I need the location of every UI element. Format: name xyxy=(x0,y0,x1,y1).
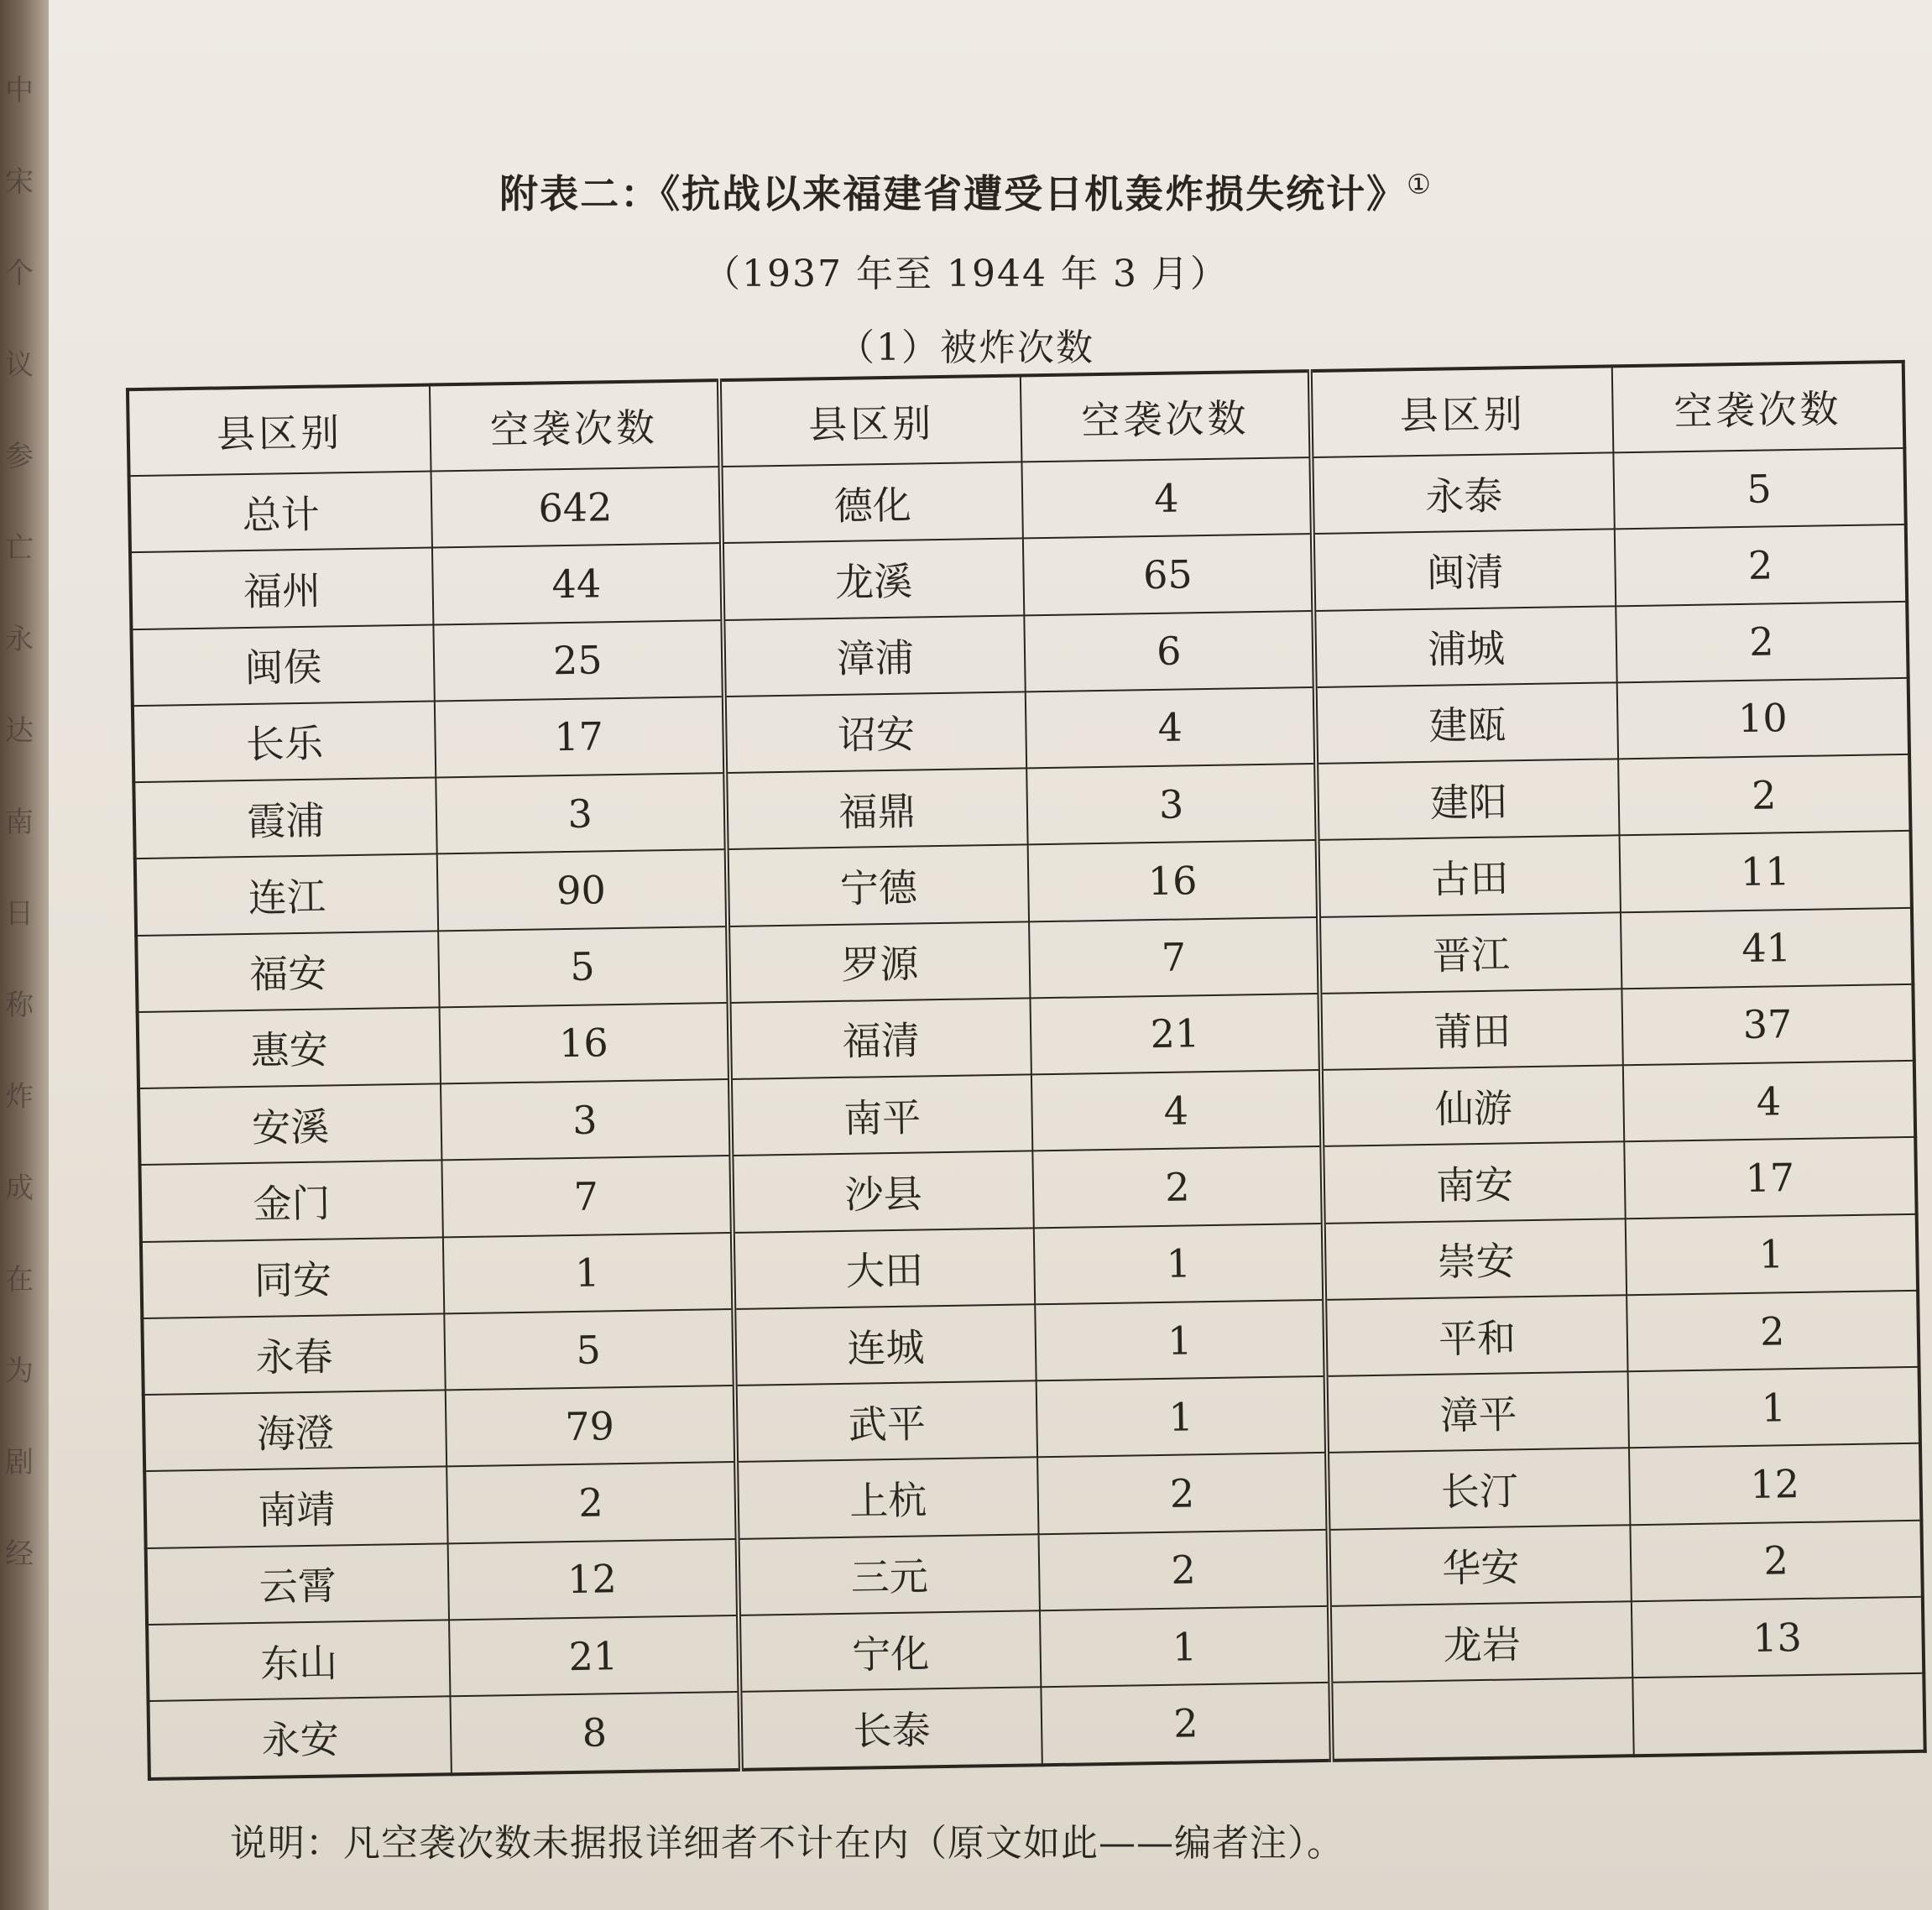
raids-cell: 1 xyxy=(1034,1224,1324,1305)
prev-page-char: 参 xyxy=(5,440,34,473)
county-cell: 福清 xyxy=(728,998,1031,1079)
prev-page-char: 议 xyxy=(5,348,34,382)
county-cell: 建阳 xyxy=(1316,759,1619,840)
county-cell: 南平 xyxy=(730,1074,1033,1156)
table-note: 说明：凡空袭次数未据报详细者不计在内（原文如此——编者注）。 xyxy=(230,1822,1345,1865)
raids-cell: 21 xyxy=(449,1615,739,1697)
bombing-count-table xyxy=(126,360,1927,1781)
county-cell: 莆田 xyxy=(1320,989,1623,1070)
table-body xyxy=(129,448,1925,1779)
raids-cell: 2 xyxy=(1037,1453,1328,1534)
county-cell: 龙溪 xyxy=(722,539,1025,620)
prev-page-char: 经 xyxy=(5,1537,34,1571)
raids-cell: 1 xyxy=(443,1233,734,1314)
raids-cell: 3 xyxy=(441,1079,731,1161)
county-cell: 龙岩 xyxy=(1329,1601,1632,1683)
raids-cell: 5 xyxy=(1613,448,1905,530)
county-cell: 晋江 xyxy=(1318,912,1621,994)
section-title: （1）被炸次数 xyxy=(838,326,1094,369)
raids-cell: 2 xyxy=(1627,1291,1919,1372)
header-raids: 空袭次数 xyxy=(430,380,720,471)
county-cell: 古田 xyxy=(1318,836,1621,917)
table-title xyxy=(0,164,1932,219)
prev-page-char: 称 xyxy=(5,989,34,1022)
raids-cell: 37 xyxy=(1621,984,1914,1066)
raids-cell: 2 xyxy=(1615,524,1907,606)
prev-page-char: 南 xyxy=(5,806,34,839)
county-cell: 安溪 xyxy=(138,1084,441,1166)
county-cell: 宁德 xyxy=(726,845,1029,926)
county-cell: 永泰 xyxy=(1312,452,1615,534)
raids-cell: 8 xyxy=(450,1692,740,1774)
raids-cell: 4 xyxy=(1623,1061,1915,1142)
prev-page-char: 达 xyxy=(5,714,34,748)
prev-page-char: 日 xyxy=(5,897,34,931)
county-cell: 建瓯 xyxy=(1315,682,1618,764)
raids-cell: 21 xyxy=(1031,994,1321,1075)
county-cell: 永春 xyxy=(142,1313,445,1395)
raids-cell: 2 xyxy=(1616,601,1908,682)
raids-cell: 41 xyxy=(1621,907,1913,989)
raids-cell: 2 xyxy=(1042,1683,1332,1765)
raids-cell: 7 xyxy=(1029,917,1319,999)
footnote-marker: ① xyxy=(1407,168,1433,201)
header-raids: 空袭次数 xyxy=(1612,362,1905,452)
raids-cell: 65 xyxy=(1023,534,1313,615)
raids-cell: 1 xyxy=(1628,1367,1920,1448)
county-cell: 平和 xyxy=(1324,1295,1627,1376)
county-cell: 宁化 xyxy=(739,1610,1042,1692)
prev-page-char: 永 xyxy=(5,623,34,656)
raids-cell: 25 xyxy=(433,620,723,702)
raids-cell: 2 xyxy=(1630,1520,1922,1601)
county-cell: 沙县 xyxy=(731,1151,1034,1233)
county-cell: 福安 xyxy=(136,931,439,1012)
county-cell: 总计 xyxy=(129,472,432,553)
county-cell: 永安 xyxy=(149,1697,452,1779)
county-cell: 仙游 xyxy=(1321,1065,1624,1146)
raids-cell: 16 xyxy=(439,1003,729,1084)
county-cell: 长泰 xyxy=(739,1688,1042,1770)
raids-cell: 13 xyxy=(1632,1597,1924,1678)
header-county: 县区别 xyxy=(718,375,1021,467)
county-cell: 连城 xyxy=(734,1304,1036,1386)
county-cell: 罗源 xyxy=(728,921,1031,1003)
county-cell: 东山 xyxy=(147,1620,450,1701)
raids-cell: 17 xyxy=(1624,1137,1916,1219)
raids-cell: 16 xyxy=(1028,840,1318,921)
county-cell xyxy=(1331,1678,1634,1760)
raids-cell: 12 xyxy=(1629,1443,1921,1525)
county-cell: 武平 xyxy=(734,1380,1037,1462)
county-cell: 漳平 xyxy=(1326,1371,1629,1453)
county-cell: 福州 xyxy=(130,548,433,629)
county-cell: 海澄 xyxy=(144,1391,446,1472)
raids-cell: 3 xyxy=(436,773,726,854)
raids-cell: 2 xyxy=(1033,1146,1324,1228)
county-cell: 连江 xyxy=(135,854,438,936)
raids-cell: 2 xyxy=(1618,754,1910,836)
county-cell: 上杭 xyxy=(736,1458,1039,1539)
raids-cell: 44 xyxy=(432,543,723,624)
header-county: 县区别 xyxy=(1310,366,1613,457)
raids-cell: 5 xyxy=(444,1309,734,1391)
raids-cell: 4 xyxy=(1026,687,1316,769)
county-cell: 闽侯 xyxy=(131,624,434,706)
raids-cell: 4 xyxy=(1022,457,1313,539)
county-cell: 诏安 xyxy=(723,691,1026,773)
table-title-text: 附表二：《抗战以来福建省遭受日机轰炸损失统计》 xyxy=(499,171,1407,217)
county-cell: 南安 xyxy=(1323,1142,1626,1224)
prev-page-char: 炸 xyxy=(5,1080,34,1114)
county-cell: 华安 xyxy=(1329,1525,1632,1606)
county-cell: 福鼎 xyxy=(725,768,1028,849)
raids-cell: 6 xyxy=(1025,611,1315,692)
raids-cell: 4 xyxy=(1031,1070,1322,1151)
county-cell: 金门 xyxy=(139,1161,442,1242)
raids-cell: 642 xyxy=(431,467,721,548)
county-cell: 三元 xyxy=(737,1534,1040,1615)
prev-page-char: 中 xyxy=(5,74,34,107)
prev-page-char: 宋 xyxy=(5,165,34,199)
date-range-subtitle: （1937 年至 1944 年 3 月） xyxy=(703,253,1229,295)
county-cell: 大田 xyxy=(732,1228,1035,1309)
raids-cell: 12 xyxy=(447,1539,738,1620)
header-raids: 空袭次数 xyxy=(1021,371,1311,462)
county-cell: 长乐 xyxy=(133,701,436,782)
header-county: 县区别 xyxy=(128,385,431,477)
county-cell: 浦城 xyxy=(1314,606,1617,687)
prev-page-char: 为 xyxy=(5,1354,34,1388)
raids-cell: 2 xyxy=(1039,1530,1329,1611)
raids-cell: 90 xyxy=(436,849,727,931)
county-cell: 同安 xyxy=(141,1237,444,1318)
prev-page-char: 剧 xyxy=(5,1446,34,1479)
county-cell: 漳浦 xyxy=(723,615,1026,697)
raids-cell: 2 xyxy=(446,1462,737,1543)
raids-cell: 1 xyxy=(1036,1300,1326,1381)
county-cell: 德化 xyxy=(720,462,1023,543)
prev-page-char: 在 xyxy=(5,1263,34,1297)
county-cell: 崇安 xyxy=(1324,1219,1627,1300)
raids-cell: 5 xyxy=(438,926,728,1008)
prev-page-char: 个 xyxy=(5,257,34,290)
raids-cell xyxy=(1632,1673,1924,1756)
county-cell: 长汀 xyxy=(1327,1448,1630,1530)
prev-page-char: 成 xyxy=(5,1172,34,1205)
county-cell: 云霄 xyxy=(146,1543,449,1625)
raids-cell: 79 xyxy=(445,1386,735,1467)
county-cell: 霞浦 xyxy=(133,778,436,859)
raids-cell: 1 xyxy=(1626,1213,1918,1295)
county-cell: 惠安 xyxy=(138,1007,441,1088)
county-cell: 南靖 xyxy=(144,1467,447,1548)
raids-cell: 10 xyxy=(1617,678,1909,759)
county-cell: 闽清 xyxy=(1313,530,1616,611)
raids-cell: 7 xyxy=(441,1156,732,1237)
raids-cell: 3 xyxy=(1027,764,1318,845)
prev-page-char: 亡 xyxy=(5,531,34,565)
raids-cell: 11 xyxy=(1619,831,1911,912)
raids-cell: 17 xyxy=(435,697,725,778)
raids-cell: 1 xyxy=(1036,1376,1327,1458)
raids-cell: 1 xyxy=(1040,1606,1330,1688)
